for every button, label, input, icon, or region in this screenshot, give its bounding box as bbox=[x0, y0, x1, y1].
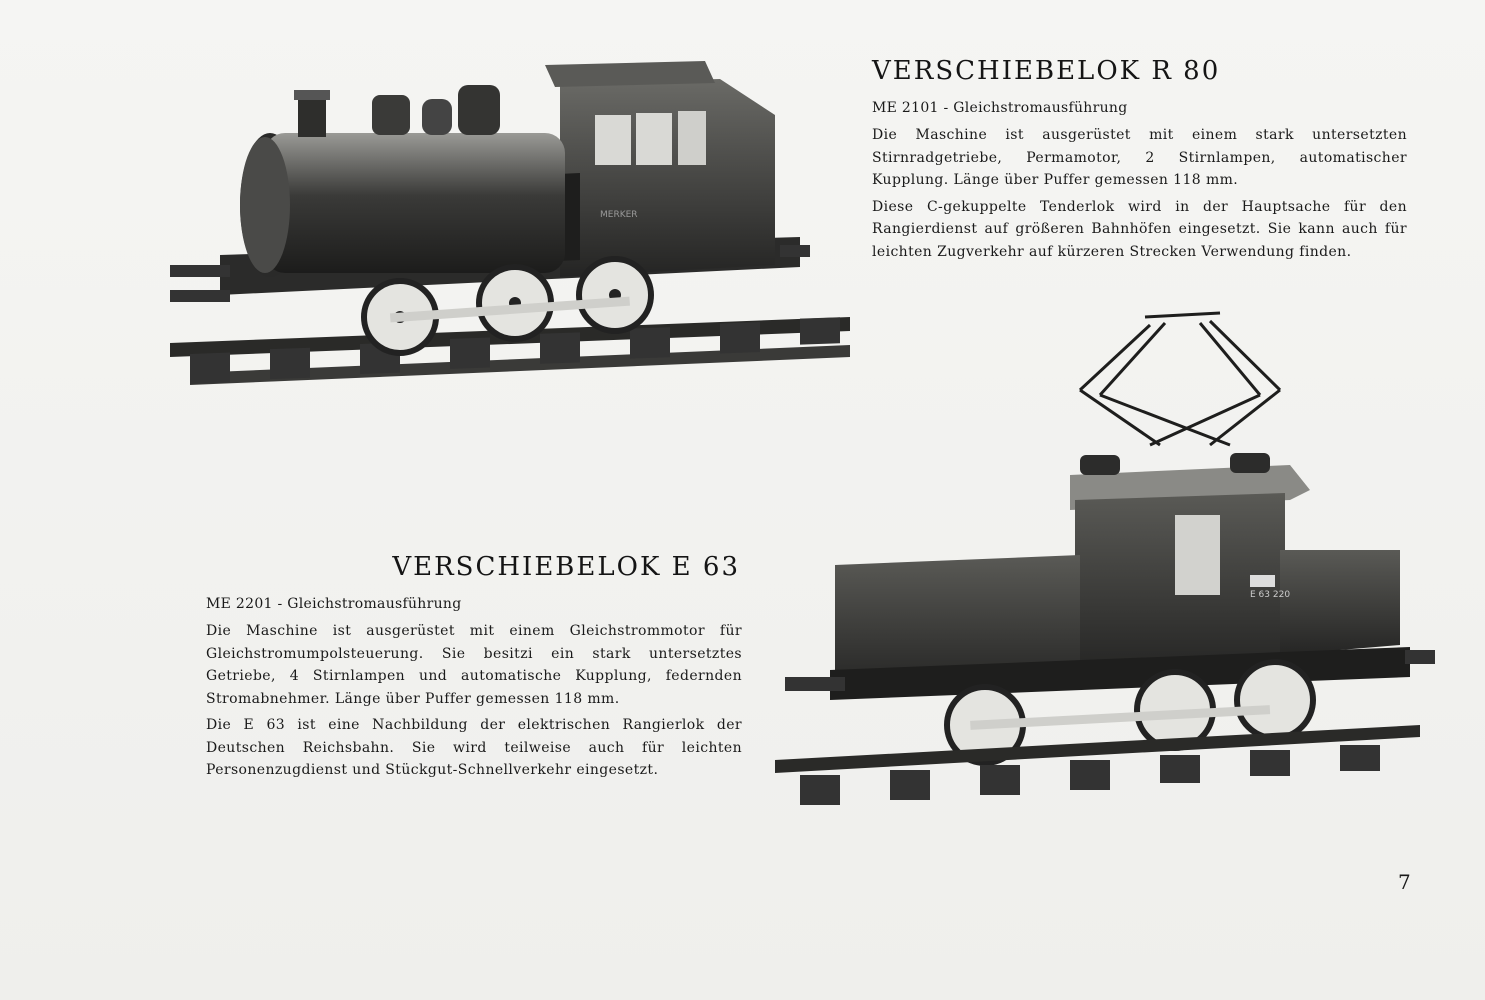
r80-description bbox=[872, 56, 1407, 267]
steam-locomotive-illustration bbox=[160, 55, 860, 415]
engine-number-plate: E 63 220 bbox=[1250, 590, 1291, 600]
r80-paragraph-1: Die Maschine ist ausgerüstet mit einem stark untersetzten Stirnradgetriebe, Permamotor, 2 Stirnlampen, automatischer Kupplung. Länge über Puffer gemessen 118 mm. bbox=[872, 127, 1407, 188]
e63-description bbox=[206, 552, 742, 786]
steam-locomotive-icon bbox=[160, 55, 860, 415]
r80-subtitle: ME 2101 - Gleichstromausführung bbox=[872, 100, 1128, 116]
engine-plate-label: MERKER bbox=[600, 210, 638, 220]
e63-paragraph-1: Die Maschine ist ausgerüstet mit einem Gleichstrommotor für Gleichstromumpolsteuerung. Sie besitzi ein stark untersetztes Getriebe, 4 Stirnlampen und automatische Kupplung, federnden Stromabnehmer. Länge über Puffer gemessen 118 mm. bbox=[206, 623, 742, 707]
e63-paragraph-2: Die E 63 ist eine Nachbildung der elektrischen Rangierlok der Deutschen Reichsbahn. Sie wird teilweise auch für leichten Personenzugdienst und Stückgut-Schnellverkehr eingesetzt. bbox=[206, 717, 742, 778]
electric-locomotive-icon bbox=[770, 305, 1450, 825]
e63-title: VERSCHIEBELOK E 63 bbox=[392, 552, 740, 582]
r80-title: VERSCHIEBELOK R 80 bbox=[872, 56, 1221, 86]
electric-locomotive-illustration bbox=[770, 305, 1450, 825]
page-number: 7 bbox=[1398, 870, 1411, 894]
pantograph bbox=[1080, 313, 1280, 445]
e63-subtitle: ME 2201 - Gleichstromausführung bbox=[206, 596, 462, 612]
r80-paragraph-2: Diese C-gekuppelte Tenderlok wird in der Hauptsache für den Rangierdienst auf größeren Bahnhöfen eingesetzt. Sie kann auch für leichten Zugverkehr auf kürzeren Strecken Verwendung finden. bbox=[872, 198, 1407, 260]
track-rails bbox=[775, 725, 1420, 805]
